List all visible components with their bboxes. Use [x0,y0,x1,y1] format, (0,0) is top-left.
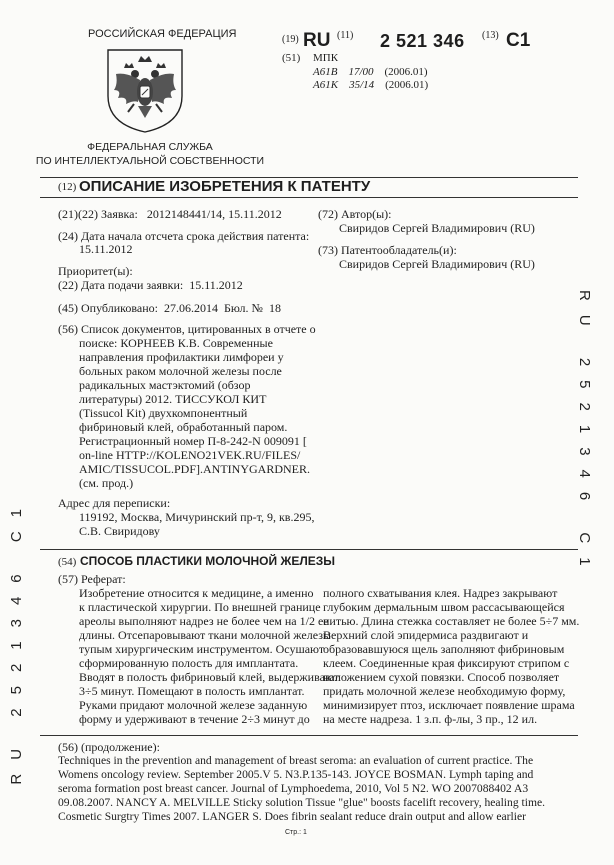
abstract-right: полного схватывания клея. Надрез закрывают глубоким дермальным швом рассасывающейся нитью. Длина стежка составляет не более 5÷7 мм. Верхний слой эпидермиса раздвигают и образовавшуюся щель заполняют фибриновым клеем. Соединенные края фиксируют стрипом с наложением сухой повязки. Способ позволяет придать молочной железе необходимую форму, минимизирует птоз, исключает появление шрама на месте надреза. 1 з.п. ф-лы, 3 пр., 12 ил. [323,586,580,726]
code-19: (19) [282,34,299,45]
continuation-label: (56) (продолжение): [58,740,160,754]
abstract-label: (57) Реферат: [58,572,126,586]
term-value: 15.11.2012 [79,242,133,256]
invention-title: СПОСОБ ПЛАСТИКИ МОЛОЧНОЙ ЖЕЛЕЗЫ [80,554,336,568]
code-13: (13) [482,30,499,41]
address-line-2: С.В. Свиридову [79,524,160,538]
side-code-left: RU 2521346 C1 [8,495,25,785]
code-12: (12) [58,181,77,193]
code-11: (11) [337,30,354,41]
cited-documents: (56) Список документов, цитированных в отчете о поиске: КОРНЕЕВ К.В. Современные направления профилактики лимфореи у больных раком молочной железы после радикальных мастэктомий (обзор литературы) 2012. ТИССУКОЛ КИТ (Tissucol Kit) двухкомпонентный фибриновый клей, обработанный паром. Регистрационный номер П-8-242-N 009091 [ on-line HTTP://KOLENO21VEK.RU/FILES/ AMIC/TISSUCOL.PDF].ANTINYGARDNER. (см. прод.) [58,322,316,490]
owner-value: Свиридов Сергей Владимирович (RU) [339,257,535,271]
code-51: (51) [282,52,301,64]
continuation-text: Techniques in the prevention and management of breast seroma: an evaluation of current practice. The Womens oncology review. September 2005.V 5. N3.P.135-143. JOYCE BOSMAN. Lymph taping and seroma formation post breast cancer. Journal of Lymphoedema, 2010, Vol 5 N2. WO 2007088402 A3 09.08.2007. NANCY A. MELVILLE Sticky solution Tissue "glue" boosts facelift recovery, healing time. Cosmetic Surgtry Times 2007. LANGER S. Does fibrin sealant reduce drain output and allow earlier [58,754,546,823]
address-line-1: 119192, Москва, Мичуринский пр-т, 9, кв.295, [79,510,315,524]
priority-label: Приоритет(ы): [58,264,133,278]
country-code: RU [303,30,331,51]
published-row: (45) Опубликовано: 27.06.2014 Бюл. № 18 [58,301,281,315]
ipc-row: A61K 35/14 (2006.01) [313,79,429,91]
kind-code: C1 [506,30,531,51]
country-name: РОССИЙСКАЯ ФЕДЕРАЦИЯ [88,28,237,40]
office-line-2: ПО ИНТЕЛЛЕКТУАЛЬНОЙ СОБСТВЕННОСТИ [35,155,265,167]
filing-row: (22) Дата подачи заявки: 15.11.2012 [58,278,243,292]
code-54: (54) [58,556,77,568]
page-number: Стр.: 1 [285,829,307,836]
ipc-row: A61B 17/00 (2006.01) [313,66,428,78]
emblem-icon [104,44,186,134]
patent-number: 2 521 346 [380,31,465,51]
address-label: Адрес для переписки: [58,496,171,510]
author-label: (72) Автор(ы): [318,207,392,221]
term-label: (24) Дата начала отсчета срока действия патента: [58,229,310,243]
side-code-right: RU 2521346 C1 [576,290,593,580]
author-value: Свиридов Сергей Владимирович (RU) [339,221,535,235]
mpk-label: МПК [313,52,339,64]
abstract-left: Изобретение относится к медицине, а именно к пластической хирургии. По внешней границе ареолы выполняют надрез не более чем на 1/2 ее длины. Отсепаровывают ткани молочной железы тупым хирургическим инструментом. Осушают сформированную полость для имплантата. Вводят в полость фибриновый клей, выдерживают 3÷5 минут. Помещают в полость имплантат. Руками придают молочной железе заданную форму и удерживают в течение 2÷3 минут до [79,586,339,726]
owner-label: (73) Патентообладатель(и): [318,243,457,257]
application-row: (21)(22) Заявка: 2012148441/14, 15.11.2012 [58,207,282,221]
document-title: ОПИСАНИЕ ИЗОБРЕТЕНИЯ К ПАТЕНТУ [79,178,371,195]
office-line-1: ФЕДЕРАЛЬНАЯ СЛУЖБА [87,141,213,153]
